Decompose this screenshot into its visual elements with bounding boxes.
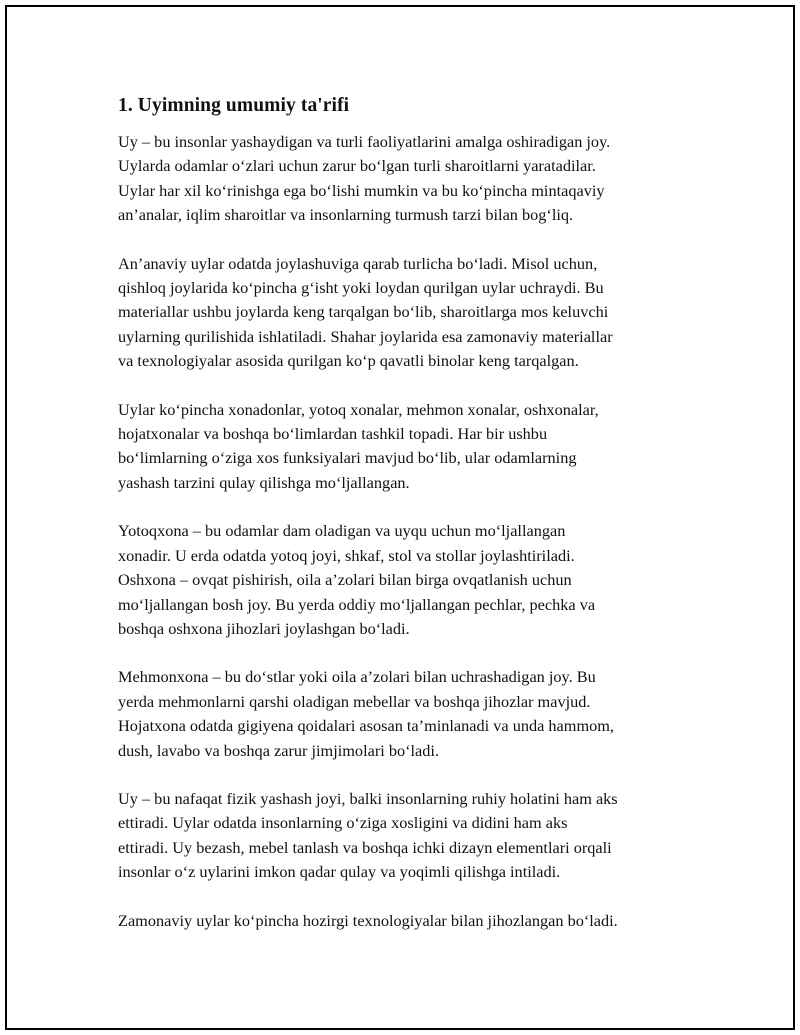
text-line: insonlar oʻz uylarini imkon qadar qulay va yoqimli qilishga intiladi. — [118, 862, 561, 882]
text-line: yerda mehmonlarni qarshi oladigan mebellar va boshqa jihozlar mavjud. — [118, 691, 591, 711]
document-title: 1. Uyimning umumiy ta'rifi — [118, 95, 350, 116]
paragraph-6 — [118, 787, 698, 885]
text-line: Uy – bu nafaqat fizik yashash joyi, balki insonlarning ruhiy holatini ham aks — [118, 788, 618, 808]
paragraph-7 — [118, 909, 698, 933]
paragraph-1 — [118, 130, 698, 228]
text-line: qishloq joylarida koʻpincha gʻisht yoki loydan qurilgan uylar uchraydi. Bu — [118, 278, 604, 298]
text-line: Zamonaviy uylar koʻpincha hozirgi texnologiyalar bilan jihozlangan boʻladi. — [118, 910, 618, 930]
text-line: boʻlimlarning oʻziga xos funksiyalari mavjud boʻlib, ular odamlarning — [118, 448, 577, 468]
text-line: dush, lavabo va boshqa zarur jimjimolari boʻladi. — [118, 740, 440, 760]
paragraph-5 — [118, 665, 698, 763]
text-line: ettiradi. Uy bezash, mebel tanlash va boshqa ichki dizayn elementlari orqali — [118, 837, 612, 857]
paragraph-3 — [118, 398, 698, 496]
paragraph-2 — [118, 252, 698, 374]
text-line: Uy – bu insonlar yashaydigan va turli faoliyatlarini amalga oshiradigan joy. — [118, 132, 611, 151]
text-line: Uylar har xil koʻrinishga ega boʻlishi mumkin va bu koʻpincha mintaqaviy — [118, 180, 605, 200]
text-line: Hojatxona odatda gigiyena qoidalari asosan ta’minlanadi va unda hammom, — [118, 716, 614, 736]
document-body — [118, 94, 698, 957]
text-line: moʻljallangan bosh joy. Bu yerda oddiy moʻljallangan pechlar, pechka va — [118, 594, 596, 614]
text-line: Oshxona – ovqat pishirish, oila a’zolari bilan birga ovqatlanish uchun — [118, 570, 572, 590]
text-line: Uylar koʻpincha xonadonlar, yotoq xonalar, mehmon xonalar, oshxonalar, — [118, 399, 599, 419]
text-line: va texnologiyalar asosida qurilgan koʻp qavatli binolar keng tarqalgan. — [118, 351, 579, 371]
text-line: an’analar, iqlim sharoitlar va insonlarning turmush tarzi bilan bogʻliq. — [118, 205, 574, 225]
text-line: xonadir. U erda odatda yotoq joyi, shkaf, stol va stollar joylashtiriladi. — [118, 545, 575, 565]
text-line: An’anaviy uylar odatda joylashuviga qarab turlicha boʻladi. Misol uchun, — [118, 253, 598, 273]
text-line: Yotoqxona – bu odamlar dam oladigan va uyqu uchun moʻljallangan — [118, 521, 566, 541]
paragraph-4 — [118, 519, 698, 641]
text-line: ettiradi. Uylar odatda insonlarning oʻziga xosligini va didini ham aks — [118, 813, 568, 833]
text-line: uylarning qurilishida ishlatiladi. Shahar joylarida esa zamonaviy materiallar — [118, 326, 613, 346]
text-line: yashash tarzini qulay qilishga moʻljallangan. — [118, 472, 410, 492]
text-line: Mehmonxona – bu doʻstlar yoki oila a’zolari bilan uchrashadigan joy. Bu — [118, 667, 596, 687]
text-line: hojatxonalar va boshqa boʻlimlardan tashkil topadi. Har bir ushbu — [118, 424, 548, 444]
text-line: materiallar ushbu joylarda keng tarqalgan boʻlib, sharoitlarga mos keluvchi — [118, 302, 609, 322]
text-line: boshqa oshxona jihozlari joylashgan boʻladi. — [118, 618, 410, 638]
text-line: Uylarda odamlar oʻzlari uchun zarur boʻlgan turli sharoitlarni yaratadilar. — [118, 156, 596, 176]
